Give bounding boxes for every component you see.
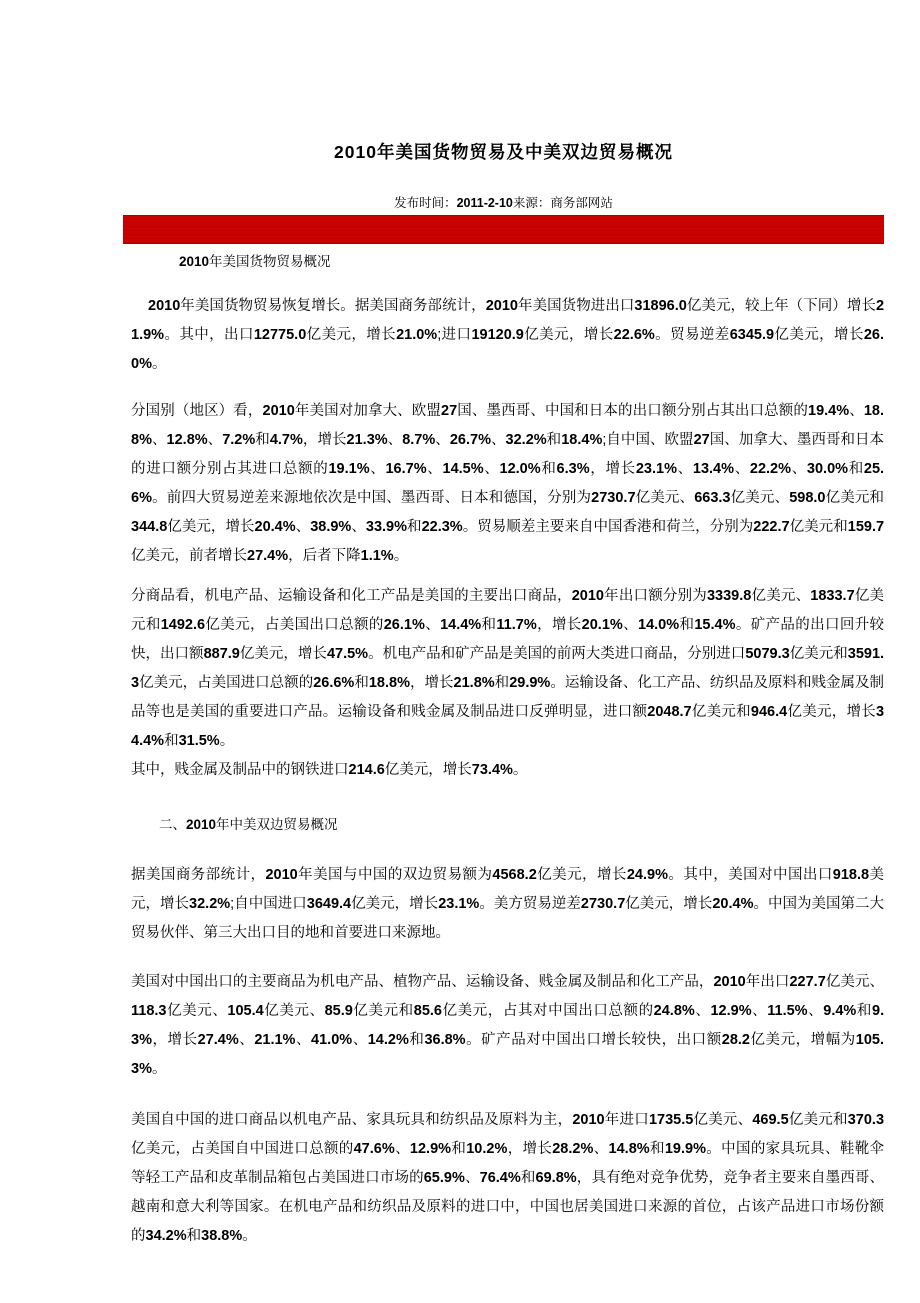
source-value: 商务部网站 (550, 196, 613, 210)
publish-date-value: 2011-2-10 (456, 196, 513, 210)
red-divider-bar (123, 215, 884, 244)
section-1-paragraph-4: 其中，贱金属及制品中的钢铁进口214.6亿美元，增长73.4%。 (131, 762, 528, 778)
document-content (123, 0, 884, 1251)
section-2-paragraph-3: 美国自中国的进口商品以机电产品、家具玩具和纺织品及原料为主，2010年进口1735.5亿美元、469.5亿美元和370.3亿美元，占美国自中国进口总额的47.6%、12.9%和10.2%，增长28.2%、14.8%和19.9%。中国的家具玩具、鞋靴伞等轻工产品和皮革制品箱包占美国进口市场的65.9%、76.4%和69.8%，具有绝对竞争优势，竞争者主要来自墨西哥、越南和意大利等国家。在机电产品和纺织品及原料的进口中，中国也居美国进口来源的首位，占该产品进口市场份额的34.2%和38.8%。 (131, 1112, 885, 1244)
section-2-paragraph-2: 美国对中国出口的主要商品为机电产品、植物产品、运输设备、贱金属及制品和化工产品，2010年出口227.7亿美元、118.3亿美元、105.4亿美元、85.9亿美元和85.6亿美元，占其对中国出口总额的24.8%、12.9%、11.5%、9.4%和9.3%，增长27.4%、21.1%、41.0%、14.2%和36.8%。矿产品对中国出口增长较快，出口额28.2亿美元，增幅为105.3%。 (131, 974, 885, 1077)
section-2-heading: 二、2010年中美双边贸易概况 (159, 817, 338, 832)
section-1-paragraph-3: 分商品看，机电产品、运输设备和化工产品是美国的主要出口商品，2010年出口额分别为3339.8亿美元、1833.7亿美元和1492.6亿美元，占美国出口总额的26.1%、14.4%和11.7%，增长20.1%、14.0%和15.4%。矿产品的出口回升较快，出口额887.9亿美元，增长47.5%。机电产品和矿产品是美国的前两大类进口商品，分别进口5079.3亿美元和3591.3亿美元，占美国进口总额的26.6%和18.8%，增长21.8%和29.9%。运输设备、化工产品、纺织品及原料和贱金属及制品等也是美国的重要进口产品。运输设备和贱金属及制品进口反弹明显，进口额2048.7亿美元和946.4亿美元，增长34.4%和31.5%。 (131, 588, 885, 749)
section-2-paragraph-1: 据美国商务部统计，2010年美国与中国的双边贸易额为4568.2亿美元，增长24.9%。其中，美国对中国出口918.8美元，增长32.2%;自中国进口3649.4亿美元，增长23.1%。美方贸易逆差2730.7亿美元，增长20.4%。中国为美国第二大贸易伙伴、第三大出口目的地和首要进口来源地。 (131, 867, 885, 941)
section-1-paragraph-1: 2010年美国货物贸易恢复增长。据美国商务部统计，2010年美国货物进出口31896.0亿美元，较上年（下同）增长21.9%。其中，出口12775.0亿美元，增长21.0%;进口19120.9亿美元，增长22.6%。贸易逆差6345.9亿美元，增长26.0%。 (131, 298, 885, 372)
source-label: 来源： (512, 196, 551, 210)
section-1-heading: 2010年美国货物贸易概况 (179, 254, 331, 269)
publish-time-label: 发布时间： (394, 196, 457, 210)
section-1-paragraph-2: 分国别（地区）看，2010年美国对加拿大、欧盟27国、墨西哥、中国和日本的出口额分别占其出口总额的19.4%、18.8%、12.8%、7.2%和4.7%，增长21.3%、8.7%、26.7%、32.2%和18.4%;自中国、欧盟27国、加拿大、墨西哥和日本的进口额分别占其进口总额的19.1%、16.7%、14.5%、12.0%和6.3%，增长23.1%、13.4%、22.2%、30.0%和25.6%。前四大贸易逆差来源地依次是中国、墨西哥、日本和德国，分别为2730.7亿美元、663.3亿美元、598.0亿美元和344.8亿美元，增长20.4%、38.9%、33.9%和22.3%。贸易顺差主要来自中国香港和荷兰，分别为222.7亿美元和159.7亿美元，前者增长27.4%，后者下降1.1%。 (131, 403, 885, 564)
publish-date-line (123, 196, 884, 210)
page-title: 2010年美国货物贸易及中美双边贸易概况 (334, 142, 673, 162)
